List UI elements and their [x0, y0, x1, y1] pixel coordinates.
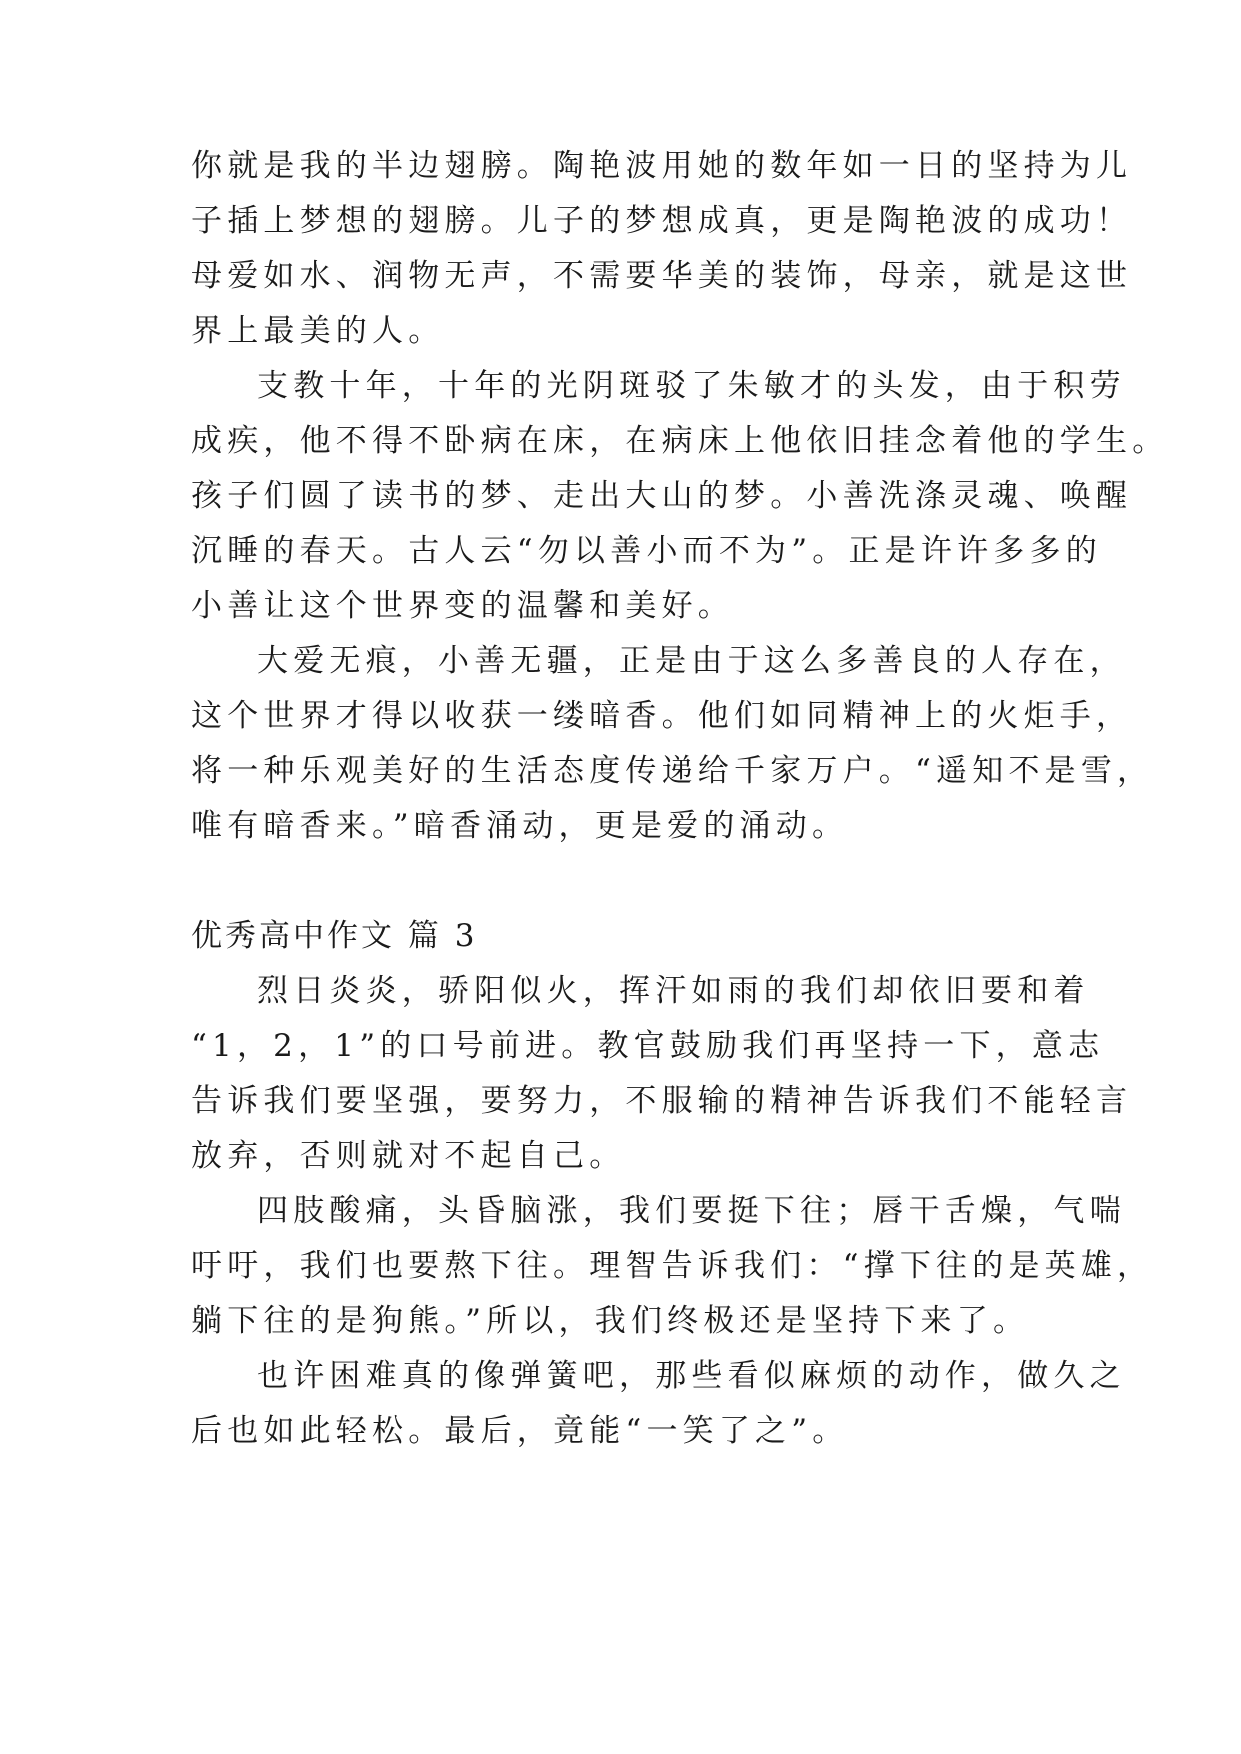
text-line: 放弃，否则就对不起自己。	[191, 1138, 626, 1174]
text-line: 告诉我们要坚强，要努力，不服输的精神告诉我们不能轻言	[191, 1083, 1133, 1119]
text-line: 沉睡的春天。古人云“勿以善小而不为”。正是许许多多的	[191, 533, 1102, 569]
text-line: 成疾，他不得不卧病在床，在病床上他依旧挂念着他的学生。	[191, 423, 1169, 459]
text-line: 支教十年，十年的光阴斑驳了朱敏才的头发，由于积劳	[257, 368, 1126, 404]
text-line: 躺下往的是狗熊。”所以，我们终极还是坚持下来了。	[191, 1303, 1030, 1339]
text-line: 后也如此轻松。最后，竟能“一笑了之”。	[191, 1413, 849, 1449]
text-line: 大爱无痕，小善无疆，正是由于这么多善良的人存在，	[257, 643, 1126, 679]
text-line: 母爱如水、润物无声，不需要华美的装饰，母亲，就是这世	[191, 258, 1133, 294]
text-line: 子插上梦想的翅膀。儿子的梦想成真，更是陶艳波的成功！	[191, 203, 1133, 239]
text-line: 吁吁，我们也要熬下往。理智告诉我们：“撑下往的是英雄，	[191, 1248, 1154, 1284]
text-line: 也许困难真的像弹簧吧，那些看似麻烦的动作，做久之	[257, 1358, 1126, 1394]
text-line: 界上最美的人。	[191, 313, 445, 349]
text-line: 这个世界才得以收获一缕暗香。他们如同精神上的火炬手，	[191, 698, 1133, 734]
text-line: 孩子们圆了读书的梦、走出大山的梦。小善洗涤灵魂、唤醒	[191, 478, 1133, 514]
text-line: 四肢酸痛，头昏脑涨，我们要挺下往；唇干舌燥，气喘	[257, 1193, 1126, 1229]
text-line: 你就是我的半边翅膀。陶艳波用她的数年如一日的坚持为儿	[191, 148, 1133, 184]
section-heading: 优秀高中作文 篇 3	[191, 918, 478, 954]
text-line: 将一种乐观美好的生活态度传递给千家万户。“遥知不是雪，	[191, 753, 1154, 789]
text-line: 唯有暗香来。”暗香涌动，更是爱的涌动。	[191, 808, 849, 844]
text-line: 烈日炎炎，骄阳似火，挥汗如雨的我们却依旧要和着	[257, 973, 1090, 1009]
text-line: 小善让这个世界变的温馨和美好。	[191, 588, 734, 624]
text-line: “1，2，1”的口号前进。教官鼓励我们再坚持一下，意志	[191, 1028, 1105, 1064]
